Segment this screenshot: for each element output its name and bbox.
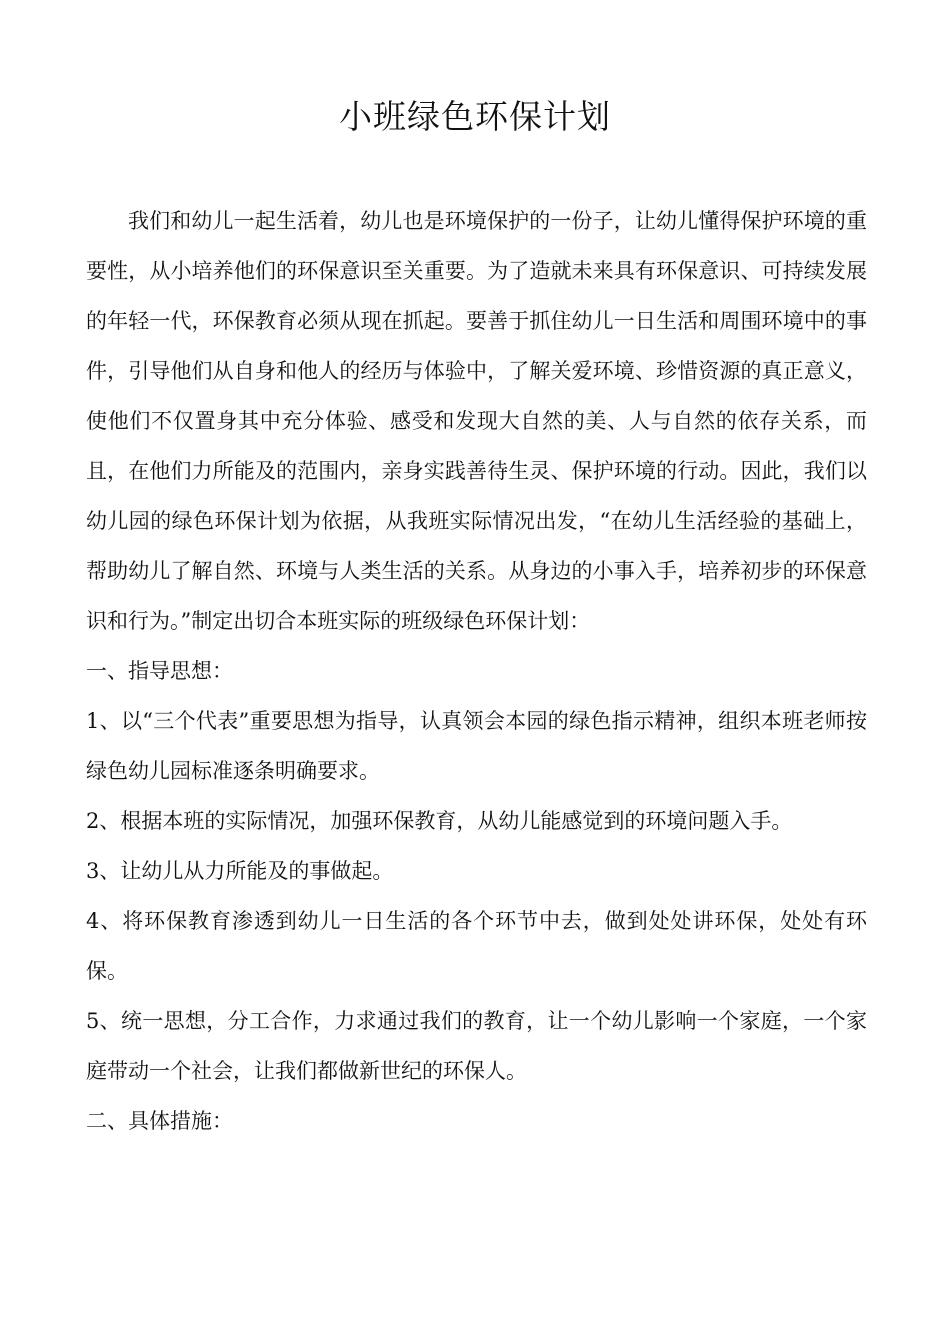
document-title: 小班绿色环保计划 [339, 97, 611, 136]
list-item: 4、将环保教育渗透到幼儿一日生活的各个环节中去，做到处处讲环保，处处有环保。 [86, 909, 867, 983]
intro-paragraph: 我们和幼儿一起生活着，幼儿也是环境保护的一份子，让幼儿懂得保护环境的重要性，从小培养他们的环保意识至关重要。为了造就未来具有环保意识、可持续发展的年轻一代，环保教育必须从现在抓起。要善于抓住幼儿一日生活和周围环境中的事件，引导他们从自身和他人的经历与体验中，了解关爱环境、珍惜资源的真正意义，使他们不仅置身其中充分体验、感受和发现大自然的美、人与自然的依存关系，而且，在他们力所能及的范围内，亲身实践善待生灵、保护环境的行动。因此，我们以幼儿园的绿色环保计划为依据，从我班实际情况出发，“在幼儿生活经验的基础上，帮助幼儿了解自然、环境与人类生活的关系。从身边的小事入手，培养初步的环保意识和行为。”制定出切合本班实际的班级绿色环保计划： [86, 209, 867, 633]
section-heading-guiding-ideology: 一、指导思想： [86, 659, 233, 683]
document-body [86, 196, 867, 1146]
section-heading-specific-measures: 二、具体措施： [86, 1109, 233, 1133]
list-item: 1、以“三个代表”重要思想为指导，认真领会本园的绿色指示精神，组织本班老师按绿色幼儿园标准逐条明确要求。 [86, 709, 867, 783]
list-item: 2、根据本班的实际情况，加强环保教育，从幼儿能感觉到的环境问题入手。 [86, 809, 793, 833]
list-item: 5、统一思想，分工合作，力求通过我们的教育，让一个幼儿影响一个家庭，一个家庭带动一个社会，让我们都做新世纪的环保人。 [86, 1009, 867, 1083]
list-item: 3、让幼儿从力所能及的事做起。 [86, 859, 394, 883]
